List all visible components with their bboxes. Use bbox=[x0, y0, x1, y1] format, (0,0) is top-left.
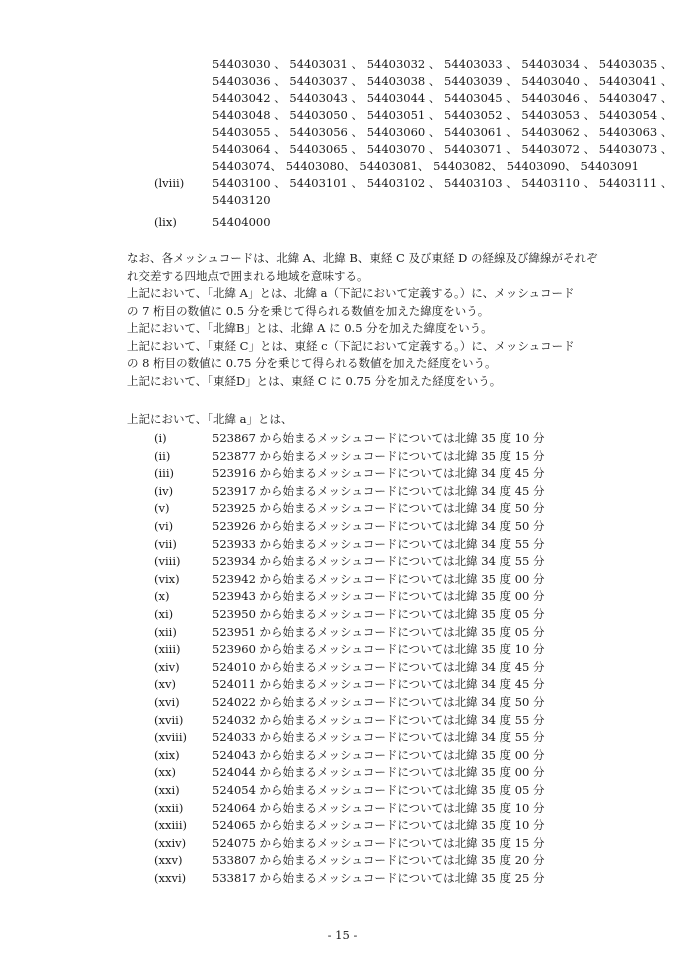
item-label-lix: (lix) bbox=[154, 215, 177, 229]
list-item bbox=[0, 448, 685, 466]
list-item bbox=[0, 606, 685, 624]
item-number: (xxiii) bbox=[154, 818, 187, 833]
code-line: 54403030 、 54403031 、 54403032 、 54403033 、 54403034 、 54403035 、 bbox=[212, 57, 673, 71]
paragraph-line: れ交差する四地点で囲まれる地域を意味する。 bbox=[127, 268, 369, 283]
item-number: (vii) bbox=[154, 536, 177, 551]
list-item bbox=[0, 835, 685, 853]
item-number: (xxi) bbox=[154, 783, 180, 797]
item-text: 533807 から始まるメッシュコードについては北緯 35 度 20 分 bbox=[212, 853, 545, 868]
item-text: 523877 から始まるメッシュコードについては北緯 35 度 15 分 bbox=[212, 448, 545, 463]
item-text: 524054 から始まるメッシュコードについては北緯 35 度 05 分 bbox=[212, 783, 545, 797]
item-text: 524043 から始まるメッシュコードについては北緯 35 度 00 分 bbox=[212, 747, 545, 762]
list-item bbox=[0, 764, 685, 782]
code-line: 54403042 、 54403043 、 54403044 、 54403045 、 54403046 、 54403047 、 bbox=[212, 91, 673, 105]
list-item bbox=[0, 553, 685, 571]
item-text: 523934 から始まるメッシュコードについては北緯 34 度 55 分 bbox=[212, 554, 545, 569]
list-item bbox=[0, 676, 685, 694]
list-item bbox=[0, 518, 685, 536]
item-text: 523943 から始まるメッシュコードについては北緯 35 度 00 分 bbox=[212, 589, 545, 604]
item-number: (i) bbox=[154, 431, 167, 445]
code-line: 54403048 、 54403050 、 54403051 、 54403052 、 54403053 、 54403054 、 bbox=[212, 108, 673, 122]
item-text: 523960 から始まるメッシュコードについては北緯 35 度 10 分 bbox=[212, 642, 545, 657]
list-item bbox=[0, 483, 685, 501]
item-text: 524064 から始まるメッシュコードについては北緯 35 度 10 分 bbox=[212, 800, 545, 815]
code-line: 54404000 bbox=[212, 215, 271, 229]
paragraph-line: 上記において、「北緯 A」とは、北緯 a（下記において定義する。）に、メッシュコード bbox=[127, 286, 575, 300]
list-item bbox=[0, 641, 685, 659]
list-item bbox=[0, 852, 685, 870]
item-text: 523951 から始まるメッシュコードについては北緯 35 度 05 分 bbox=[212, 624, 545, 639]
item-number: (xx) bbox=[154, 765, 176, 780]
item-text: 523925 から始まるメッシュコードについては北緯 34 度 50 分 bbox=[212, 501, 545, 516]
item-number: (vi) bbox=[154, 519, 174, 533]
item-text: 524032 から始まるメッシュコードについては北緯 34 度 55 分 bbox=[212, 712, 545, 727]
definition-paragraph bbox=[127, 250, 627, 390]
paragraph-line: 上記において、「東経D」とは、東経 C に 0.75 分を加えた経度をいう。 bbox=[127, 373, 502, 388]
item-number: (xvii) bbox=[154, 712, 184, 727]
list-item bbox=[0, 870, 685, 888]
item-number: (x) bbox=[154, 589, 170, 604]
code-line: 54403074、 54403080、 54403081、 54403082、 54403090、 54403091 bbox=[212, 159, 639, 173]
item-number: (xi) bbox=[154, 607, 174, 621]
item-number: (xvi) bbox=[154, 695, 180, 709]
list-item bbox=[0, 800, 685, 818]
item-number: (xii) bbox=[154, 624, 177, 639]
list-item bbox=[0, 536, 685, 554]
code-line: 54403036 、 54403037 、 54403038 、 54403039 、 54403040 、 54403041 、 bbox=[212, 74, 673, 88]
item-text: 523950 から始まるメッシュコードについては北緯 35 度 05 分 bbox=[212, 607, 545, 621]
list-intro-text: 上記において、「北緯 a」とは、 bbox=[127, 412, 293, 426]
item-number: (v) bbox=[154, 501, 170, 516]
item-text: 523942 から始まるメッシュコードについては北緯 35 度 00 分 bbox=[212, 571, 545, 586]
list-item bbox=[0, 624, 685, 642]
paragraph-line: の 8 桁目の数値に 0.75 分を乗じて得られる数値を加えた経度をいう。 bbox=[127, 356, 497, 370]
item-number: (xv) bbox=[154, 677, 176, 692]
list-item bbox=[0, 712, 685, 730]
item-number: (xxiv) bbox=[154, 835, 187, 850]
paragraph-line: 上記において、「北緯B」とは、北緯 A に 0.5 分を加えた緯度をいう。 bbox=[127, 321, 493, 335]
item-text: 524010 から始まるメッシュコードについては北緯 34 度 45 分 bbox=[212, 659, 545, 674]
item-text: 523917 から始まるメッシュコードについては北緯 34 度 45 分 bbox=[212, 483, 545, 498]
page-number: - 15 - bbox=[327, 928, 358, 942]
item-number: (xix) bbox=[154, 747, 180, 762]
item-text: 524044 から始まるメッシュコードについては北緯 35 度 00 分 bbox=[212, 765, 545, 780]
item-text: 524075 から始まるメッシュコードについては北緯 35 度 15 分 bbox=[212, 835, 545, 850]
item-text: 523926 から始まるメッシュコードについては北緯 34 度 50 分 bbox=[212, 519, 545, 533]
list-item bbox=[0, 694, 685, 712]
item-text: 523933 から始まるメッシュコードについては北緯 34 度 55 分 bbox=[212, 536, 545, 551]
list-item bbox=[0, 817, 685, 835]
item-number: (xxv) bbox=[154, 853, 183, 868]
item-number: (iii) bbox=[154, 466, 175, 481]
item-number: (xiv) bbox=[154, 659, 180, 674]
item-text: 523916 から始まるメッシュコードについては北緯 34 度 45 分 bbox=[212, 466, 545, 481]
paragraph-line: なお、各メッシュコードは、北緯 A、北緯 B、東経 C 及び東経 D の経線及び緯線がそれぞ bbox=[127, 251, 598, 265]
list-item bbox=[0, 659, 685, 677]
item-number: (ii) bbox=[154, 448, 171, 463]
item-text: 523867 から始まるメッシュコードについては北緯 35 度 10 分 bbox=[212, 431, 545, 445]
item-number: (xxii) bbox=[154, 800, 184, 815]
item-text: 524033 から始まるメッシュコードについては北緯 34 度 55 分 bbox=[212, 730, 545, 745]
list-item bbox=[0, 747, 685, 765]
code-line: 54403100 、 54403101 、 54403102 、 54403103 、 54403110 、 54403111 、 bbox=[212, 176, 673, 190]
list-item bbox=[0, 729, 685, 747]
paragraph-line: 上記において、「東経 C」とは、東経 c（下記において定義する。）に、メッシュコード bbox=[127, 338, 575, 353]
list-intro bbox=[127, 411, 627, 429]
list-item bbox=[0, 588, 685, 606]
item-number: (viii) bbox=[154, 554, 181, 569]
item-number: (vix) bbox=[154, 571, 180, 586]
item-number: (iv) bbox=[154, 483, 174, 498]
paragraph-line: の 7 桁目の数値に 0.5 分を乗じて得られる数値を加えた緯度をいう。 bbox=[127, 303, 490, 318]
item-label-lviii: (lviii) bbox=[154, 176, 185, 190]
item-number: (xiii) bbox=[154, 642, 181, 657]
list-item bbox=[0, 430, 685, 448]
list-item bbox=[0, 500, 685, 518]
list-item bbox=[0, 782, 685, 800]
code-line: 54403064 、 54403065 、 54403070 、 54403071 、 54403072 、 54403073 、 bbox=[212, 142, 673, 156]
item-text: 524011 から始まるメッシュコードについては北緯 34 度 45 分 bbox=[212, 677, 545, 692]
list-item bbox=[0, 571, 685, 589]
item-text: 533817 から始まるメッシュコードについては北緯 35 度 25 分 bbox=[212, 871, 545, 885]
item-number: (xviii) bbox=[154, 730, 187, 745]
item-text: 524065 から始まるメッシュコードについては北緯 35 度 10 分 bbox=[212, 818, 545, 833]
item-number: (xxvi) bbox=[154, 871, 187, 885]
code-line: 54403055 、 54403056 、 54403060 、 54403061 、 54403062 、 54403063 、 bbox=[212, 125, 673, 139]
code-line: 54403120 bbox=[212, 193, 271, 207]
list-item bbox=[0, 465, 685, 483]
item-text: 524022 から始まるメッシュコードについては北緯 34 度 50 分 bbox=[212, 695, 545, 709]
